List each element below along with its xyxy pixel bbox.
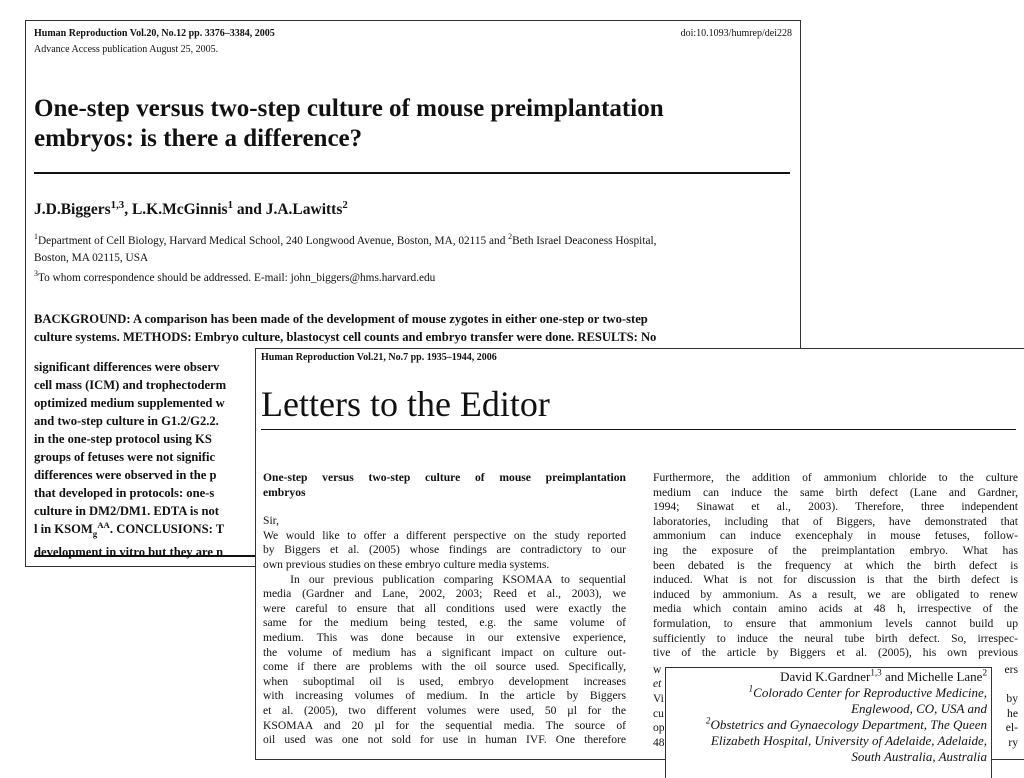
signature-authors bbox=[706, 669, 987, 685]
letter-title: One-step versus two-step culture of mouse preimplantation bbox=[263, 471, 626, 484]
text-line: ing the exposure of the preimplantation embryo. What has bbox=[653, 543, 1018, 557]
separator: and bbox=[232, 201, 266, 218]
title-line: embryos: is there a difference? bbox=[34, 125, 363, 152]
sup: 2 bbox=[705, 715, 711, 726]
text-line: media which contain amino acids at 48 h, irrespective of the bbox=[653, 602, 1018, 616]
text-line: KSOMAA and 20 µl for the sequential media. The source of bbox=[263, 718, 626, 732]
sup: 1,3 bbox=[870, 667, 882, 678]
text-line: sufficiently to induce the neural tube birth defect. So, irrespec- bbox=[653, 631, 1018, 645]
doi: doi:10.1093/humrep/dei228 bbox=[680, 28, 792, 39]
text-line: et al. (2005), two different volumes were used, 50 µl for the bbox=[263, 703, 626, 717]
affiliation-text: Boston, MA 02115, USA bbox=[34, 252, 149, 264]
author-list bbox=[34, 198, 348, 219]
author: and Michelle Lane bbox=[881, 669, 983, 684]
paper-title bbox=[34, 94, 664, 154]
text-fragment: w bbox=[653, 662, 662, 676]
journal-citation: Human Reproduction Vol.20, No.12 pp. 3376–3384, 2005 bbox=[34, 28, 275, 39]
author-sup: 2 bbox=[342, 198, 348, 211]
letter-title: embryos bbox=[263, 485, 306, 499]
abstract-line: cell mass (ICM) and trophectoderm bbox=[34, 378, 227, 392]
author: David K.Gardner bbox=[780, 669, 871, 684]
text-line: were careful to ensure that all conditions used were exactly the bbox=[263, 601, 626, 615]
text-fragment: op bbox=[653, 721, 665, 735]
title-line: One-step versus two-step culture of mouse preimplantation bbox=[34, 95, 664, 122]
text-line: formulation, to ensure that ammonium levels cannot build up bbox=[653, 616, 1018, 630]
sup: AA bbox=[97, 519, 110, 530]
author: J.A.Lawitts bbox=[265, 201, 343, 218]
abstract-line: BACKGROUND: A comparison has been made of the development of mouse zygotes in either one-step or two-step bbox=[34, 312, 648, 326]
sub: g bbox=[92, 528, 98, 539]
abstract-line: differences were observed in the p bbox=[34, 468, 217, 482]
abstract-line: development in vitro but they are n bbox=[34, 544, 224, 559]
text: . CONCLUSIONS: T bbox=[109, 522, 225, 536]
text-line: induced. What is not for discussion is that the birth defect is bbox=[653, 573, 1018, 587]
text-fragment: Vi bbox=[653, 691, 664, 705]
sup: 2 bbox=[982, 667, 987, 678]
sup: 2 bbox=[508, 232, 513, 242]
text-fragment: cu bbox=[653, 706, 664, 720]
author-sup: 1,3 bbox=[110, 198, 125, 211]
text: l in KSOM bbox=[34, 522, 93, 536]
abstract-line: in the one-step protocol using KS bbox=[34, 432, 212, 446]
affiliation-text: Beth Israel Deaconess Hospital, bbox=[512, 235, 657, 247]
signature-affiliation: South Australia, Australia bbox=[851, 749, 987, 764]
text-fragment: he bbox=[1007, 706, 1018, 720]
affiliation-text: Colorado Center for Reproductive Medicine, bbox=[753, 685, 987, 700]
text-line: been debated is the frequency at which the birth defect is bbox=[653, 558, 1018, 572]
letter-journal-citation: Human Reproduction Vol.21, No.7 pp. 1935–1944, 2006 bbox=[261, 352, 497, 363]
text-line: We would like to offer a different perspective on the study reported bbox=[263, 528, 626, 542]
signature-affiliation: Elizabeth Hospital, University of Adelaide, Adelaide, bbox=[710, 733, 987, 748]
affiliations bbox=[34, 233, 656, 267]
text-fragment: ers bbox=[1004, 662, 1018, 676]
text-line: the volume of medium has a significant impact on culture out- bbox=[263, 645, 626, 659]
text-line: media (Gardner and Lane, 2002, 2003; Reed et al., 2003), we bbox=[263, 587, 626, 601]
letter-left-column bbox=[263, 471, 626, 748]
text-line: Furthermore, the addition of ammonium chloride to the culture bbox=[653, 471, 1018, 484]
abstract-line: culture in DM2/DM1. EDTA is not bbox=[34, 504, 219, 518]
abstract-line: and two-step culture in G1.2/G2.2. bbox=[34, 414, 219, 428]
signature-affiliation: Englewood, CO, USA and bbox=[851, 701, 987, 716]
author-sup: 1 bbox=[227, 198, 233, 211]
text-line: induced by ammonium. As a result, we are obligated to renew bbox=[653, 587, 1018, 601]
text-line: In our previous publication comparing KSOMAA to sequential bbox=[263, 572, 626, 586]
affiliation-text: Department of Cell Biology, Harvard Medical School, 240 Longwood Avenue, Boston, MA, 02115 and bbox=[37, 235, 509, 247]
author: J.D.Biggers bbox=[34, 201, 111, 218]
signature-block bbox=[706, 669, 987, 765]
sup: 1 bbox=[34, 232, 38, 242]
correspondence bbox=[34, 269, 436, 284]
author: L.K.McGinnis bbox=[131, 201, 228, 218]
text-line: with increasing volumes of medium. In the article by Biggers bbox=[263, 689, 626, 703]
letters-heading: Letters to the Editor bbox=[261, 384, 550, 424]
signature-affiliation bbox=[706, 685, 987, 701]
sup: 1 bbox=[748, 683, 754, 694]
signature-affiliation bbox=[706, 717, 987, 733]
title-rule bbox=[34, 172, 790, 174]
text-line: medium. This was done because in our extensive experience, bbox=[263, 630, 626, 644]
abstract-line: that developed in protocols: one-s bbox=[34, 486, 215, 500]
text-fragment: 48 bbox=[653, 735, 665, 749]
text-line: medium can induce the same birth defect (Lane and Gardner, bbox=[653, 485, 1018, 499]
advance-access: Advance Access publication August 25, 2005. bbox=[34, 44, 219, 55]
text-line: by Biggers et al. (2005) whose findings are contradictory to our bbox=[263, 543, 626, 557]
separator: , bbox=[124, 201, 132, 218]
sup: 3 bbox=[34, 269, 38, 279]
correspondence-text: To whom correspondence should be addressed. E-mail: john_biggers@hms.harvard.edu bbox=[37, 272, 436, 284]
abstract-line: significant differences were observ bbox=[34, 360, 220, 374]
text-line: laboratories, including that of Biggers, have demonstrated that bbox=[653, 514, 1018, 528]
text-fragment: by bbox=[1006, 691, 1018, 705]
heading-rule bbox=[261, 429, 1016, 430]
salutation: Sir, bbox=[263, 514, 279, 528]
text-line: same for the medium being tested, e.g. the same volume of bbox=[263, 616, 626, 630]
text-fragment: el- bbox=[1005, 721, 1018, 735]
text-line: own previous studies on these embryo culture media systems. bbox=[263, 557, 550, 571]
text-line: 1994; Sinawat et al., 2003). Therefore, three independent bbox=[653, 500, 1018, 514]
text-line: come if there are problems with the oil source used. Specifically, bbox=[263, 660, 626, 674]
text-fragment: ry bbox=[1008, 735, 1018, 749]
abstract-line: optimized medium supplemented w bbox=[34, 396, 225, 410]
letter-signature bbox=[665, 667, 992, 778]
text-fragment: et bbox=[653, 677, 662, 691]
affiliation-text: Obstetrics and Gynaecology Department, The Queen bbox=[710, 717, 987, 732]
text-line: oil used was one not sold for use in human IVF. One therefore bbox=[263, 733, 626, 747]
text-line: ammonium can induce exencephaly in mouse fetuses, follow- bbox=[653, 529, 1018, 543]
abstract-line: culture systems. METHODS: Embryo culture, blastocyst cell counts and embryo transfer were done. RESULTS: No bbox=[34, 330, 657, 344]
text-line: tive of the article by Biggers et al. (2005), his own previous bbox=[653, 646, 1018, 660]
abstract-line: groups of fetuses were not signific bbox=[34, 450, 216, 464]
text-line: when suboptimal oil is used, embryo development increases bbox=[263, 674, 626, 688]
